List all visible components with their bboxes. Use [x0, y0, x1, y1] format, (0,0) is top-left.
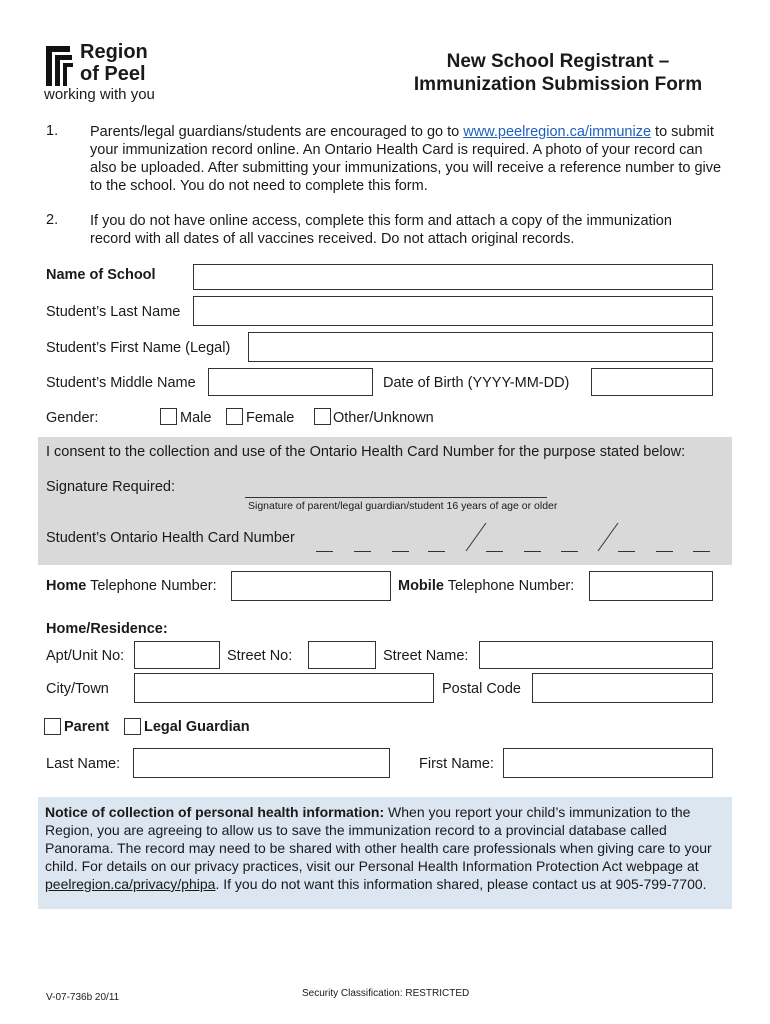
school-name-field[interactable]	[193, 264, 713, 290]
home-residence-heading: Home/Residence:	[46, 621, 168, 637]
guardian-last-name-label: Last Name:	[46, 756, 121, 772]
street-name-field[interactable]	[479, 641, 713, 669]
instruction-2-number: 2.	[46, 212, 59, 228]
legal-guardian-checkbox[interactable]	[124, 718, 141, 735]
parent-label: Parent	[64, 719, 110, 735]
student-last-name-label: Student’s Last Name	[46, 304, 181, 320]
mobile-phone-field[interactable]	[589, 571, 713, 601]
student-middle-name-field[interactable]	[208, 368, 373, 396]
student-first-name-label: Student’s First Name (Legal)	[46, 340, 231, 356]
school-name-label: Name of School	[46, 267, 156, 283]
privacy-notice-contact: . If you do not want this information shared, please contact us at 905-799-7700.	[215, 876, 707, 892]
guardian-first-name-field[interactable]	[503, 748, 713, 778]
logo-name	[80, 41, 148, 85]
health-card-digit-blank[interactable]	[428, 551, 445, 552]
privacy-notice-text	[45, 803, 729, 893]
home-phone-label-bold: Home	[46, 578, 87, 594]
logo-tagline: working with you	[44, 86, 155, 103]
gender-male-checkbox[interactable]	[160, 408, 177, 425]
postal-code-field[interactable]	[532, 673, 713, 703]
form-title-line-1: New School Registrant –	[446, 51, 670, 72]
guardian-last-name-field[interactable]	[133, 748, 390, 778]
immunize-link[interactable]: www.peelregion.ca/immunize	[463, 124, 652, 140]
signature-caption: Signature of parent/legal guardian/student 16 years of age or older	[248, 500, 558, 512]
date-of-birth-label: Date of Birth (YYYY-MM-DD)	[383, 375, 570, 391]
city-town-field[interactable]	[134, 673, 434, 703]
guardian-first-name-label: First Name:	[419, 756, 494, 772]
postal-code-label: Postal Code	[442, 681, 521, 697]
date-of-birth-field[interactable]	[591, 368, 713, 396]
parent-checkbox[interactable]	[44, 718, 61, 735]
street-no-label: Street No:	[227, 648, 293, 664]
health-card-version-blank[interactable]	[693, 551, 710, 552]
mobile-phone-label	[398, 578, 574, 594]
gender-other-label: Other/Unknown	[333, 410, 434, 426]
gender-other-checkbox[interactable]	[314, 408, 331, 425]
instruction-1-text-end: to submit your immunization record online. An Ontario Health Card is required. A photo of your record can also be uploaded. After submitting your immunizations, you will receive a reference number to give to the school. You do not need to complete this form.	[90, 124, 722, 194]
logo-line-1: Region	[80, 41, 148, 63]
logo-line-2: of Peel	[80, 63, 146, 85]
health-card-separator-slash	[464, 521, 488, 553]
health-card-digit-blank[interactable]	[392, 551, 409, 552]
student-last-name-field[interactable]	[193, 296, 713, 326]
region-of-peel-logo-icon	[46, 46, 74, 86]
health-card-version-blank[interactable]	[656, 551, 673, 552]
privacy-notice-body: When you report your child’s immunization to the Region, you are agreeing to allow us to save the immunization record to a provincial database called Panorama. The record may need to be shared with other health care professionals when giving care to your child. For details on our privacy practices, visit our Personal Health Information Protection Act webpage at	[45, 804, 712, 874]
home-phone-label	[46, 578, 217, 594]
home-phone-field[interactable]	[231, 571, 391, 601]
privacy-notice-heading: Notice of collection of personal health information:	[45, 804, 385, 820]
signature-label: Signature Required:	[46, 479, 175, 495]
gender-female-label: Female	[246, 410, 295, 426]
phipa-link[interactable]: peelregion.ca/privacy/phipa	[45, 876, 216, 892]
apt-unit-field[interactable]	[134, 641, 220, 669]
instruction-1-text-start: Parents/legal guardians/students are encouraged to go to	[90, 124, 464, 140]
gender-label: Gender:	[46, 410, 99, 426]
form-title	[380, 50, 736, 96]
city-town-label: City/Town	[46, 681, 109, 697]
mobile-phone-label-rest: Telephone Number:	[443, 578, 575, 594]
instruction-1-number: 1.	[46, 123, 59, 139]
health-card-separator-slash	[596, 521, 620, 553]
student-middle-name-label: Student’s Middle Name	[46, 375, 196, 391]
health-card-digit-blank[interactable]	[486, 551, 503, 552]
form-code: V-07-736b 20/11	[46, 992, 120, 1003]
health-card-digit-blank[interactable]	[524, 551, 541, 552]
health-card-digit-blank[interactable]	[316, 551, 333, 552]
security-classification: Security Classification: RESTRICTED	[302, 988, 470, 999]
instruction-1-text	[90, 123, 726, 195]
street-name-label: Street Name:	[383, 648, 469, 664]
apt-unit-label: Apt/Unit No:	[46, 648, 125, 664]
form-title-line-2: Immunization Submission Form	[413, 74, 703, 95]
home-phone-label-rest: Telephone Number:	[86, 578, 217, 594]
legal-guardian-label: Legal Guardian	[144, 719, 250, 735]
gender-female-checkbox[interactable]	[226, 408, 243, 425]
consent-statement: I consent to the collection and use of the Ontario Health Card Number for the purpose stated below:	[46, 444, 686, 460]
health-card-digit-blank[interactable]	[561, 551, 578, 552]
health-card-label: Student’s Ontario Health Card Number	[46, 530, 295, 546]
gender-male-label: Male	[180, 410, 212, 426]
student-first-name-field[interactable]	[248, 332, 713, 362]
health-card-digit-blank[interactable]	[354, 551, 371, 552]
street-no-field[interactable]	[308, 641, 376, 669]
instruction-2-text: If you do not have online access, complete this form and attach a copy of the immunization record with all dates of all vaccines received. Do not attach original records.	[90, 213, 672, 247]
signature-line[interactable]	[245, 497, 547, 498]
mobile-phone-label-bold: Mobile	[398, 578, 444, 594]
health-card-version-blank[interactable]	[618, 551, 635, 552]
